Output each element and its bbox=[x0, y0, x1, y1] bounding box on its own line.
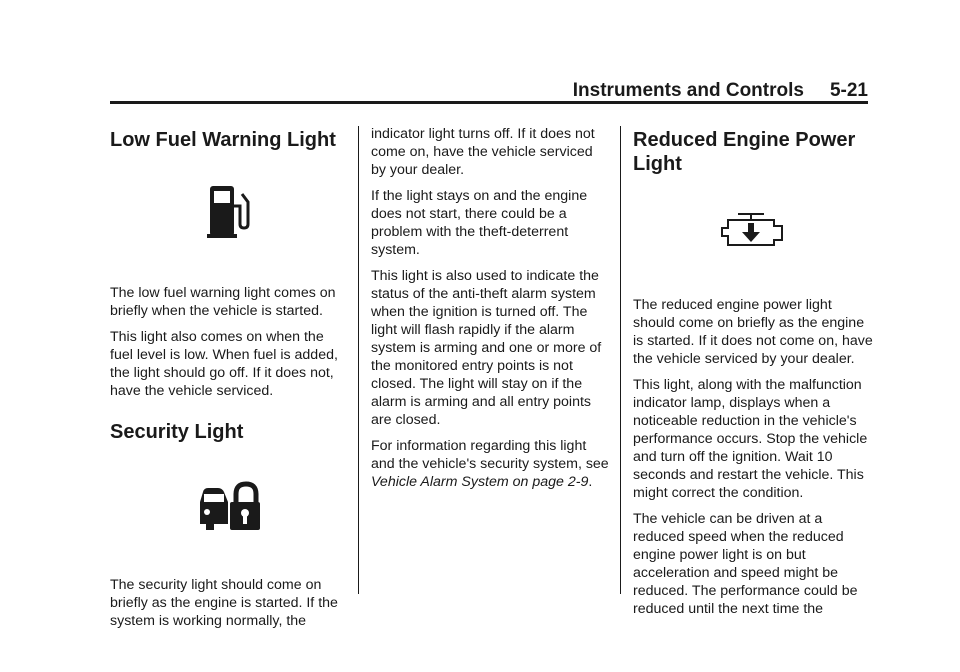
low-fuel-paragraph-1: The low fuel warning light comes on briefly when the vehicle is started. bbox=[110, 285, 336, 319]
column-divider bbox=[358, 126, 359, 594]
reduced-engine-power-heading: Reduced Engine Power Light bbox=[633, 129, 856, 175]
column-2 bbox=[371, 125, 611, 499]
section-title: Instruments and Controls bbox=[572, 80, 804, 101]
header-rule bbox=[110, 101, 868, 104]
fuel-pump-icon bbox=[110, 158, 350, 266]
car-lock-icon bbox=[110, 456, 350, 556]
security-info-text: For information regarding this light and the vehicle's security system, see bbox=[371, 438, 609, 472]
low-fuel-paragraph-2: This light also comes on when the fuel level is low. When fuel is added, the light should go off. If it does not, have the vehicle serviced. bbox=[110, 329, 338, 399]
cross-reference-link[interactable]: Vehicle Alarm System on page 2-9 bbox=[371, 474, 589, 490]
engine-down-arrow-icon bbox=[633, 180, 873, 280]
column-divider bbox=[620, 126, 621, 594]
security-paragraph-2: indicator light turns off. If it does not come on, have the vehicle serviced by your dealer. bbox=[371, 126, 595, 178]
security-heading: Security Light bbox=[110, 421, 244, 443]
reduced-power-paragraph-1: The reduced engine power light should come on briefly as the engine is started. If it does not come on, have the vehicle serviced by your dealer. bbox=[633, 297, 873, 367]
reduced-power-paragraph-3: The vehicle can be driven at a reduced speed when the reduced engine power light is on but acceleration and speed might be reduced. The performance could be reduced until the next time the bbox=[633, 511, 858, 617]
page-header bbox=[573, 80, 868, 102]
security-paragraph-5 bbox=[371, 437, 611, 491]
column-3 bbox=[633, 126, 873, 626]
reduced-power-paragraph-2: This light, along with the malfunction indicator lamp, displays when a noticeable reduction in the vehicle's performance occurs. Stop the vehicle and turn off the ignition. Wait 10 seconds and restart the vehicle. This might correct the condition. bbox=[633, 377, 868, 501]
security-paragraph-3: If the light stays on and the engine does not start, there could be a problem with the theft-deterrent system. bbox=[371, 188, 588, 258]
page-number: 5-21 bbox=[829, 80, 868, 101]
low-fuel-heading: Low Fuel Warning Light bbox=[110, 129, 336, 151]
column-1 bbox=[110, 126, 350, 638]
security-paragraph-1: The security light should come on briefly as the engine is started. If the system is working normally, the bbox=[110, 577, 338, 629]
security-paragraph-4: This light is also used to indicate the status of the anti-theft alarm system when the ignition is turned off. The light will flash rapidly if the alarm system is arming and one or more of the monitored entry points is not closed. The light will stay on if the alarm is arming and all entry points are closed. bbox=[371, 268, 602, 428]
period: . bbox=[588, 474, 593, 490]
